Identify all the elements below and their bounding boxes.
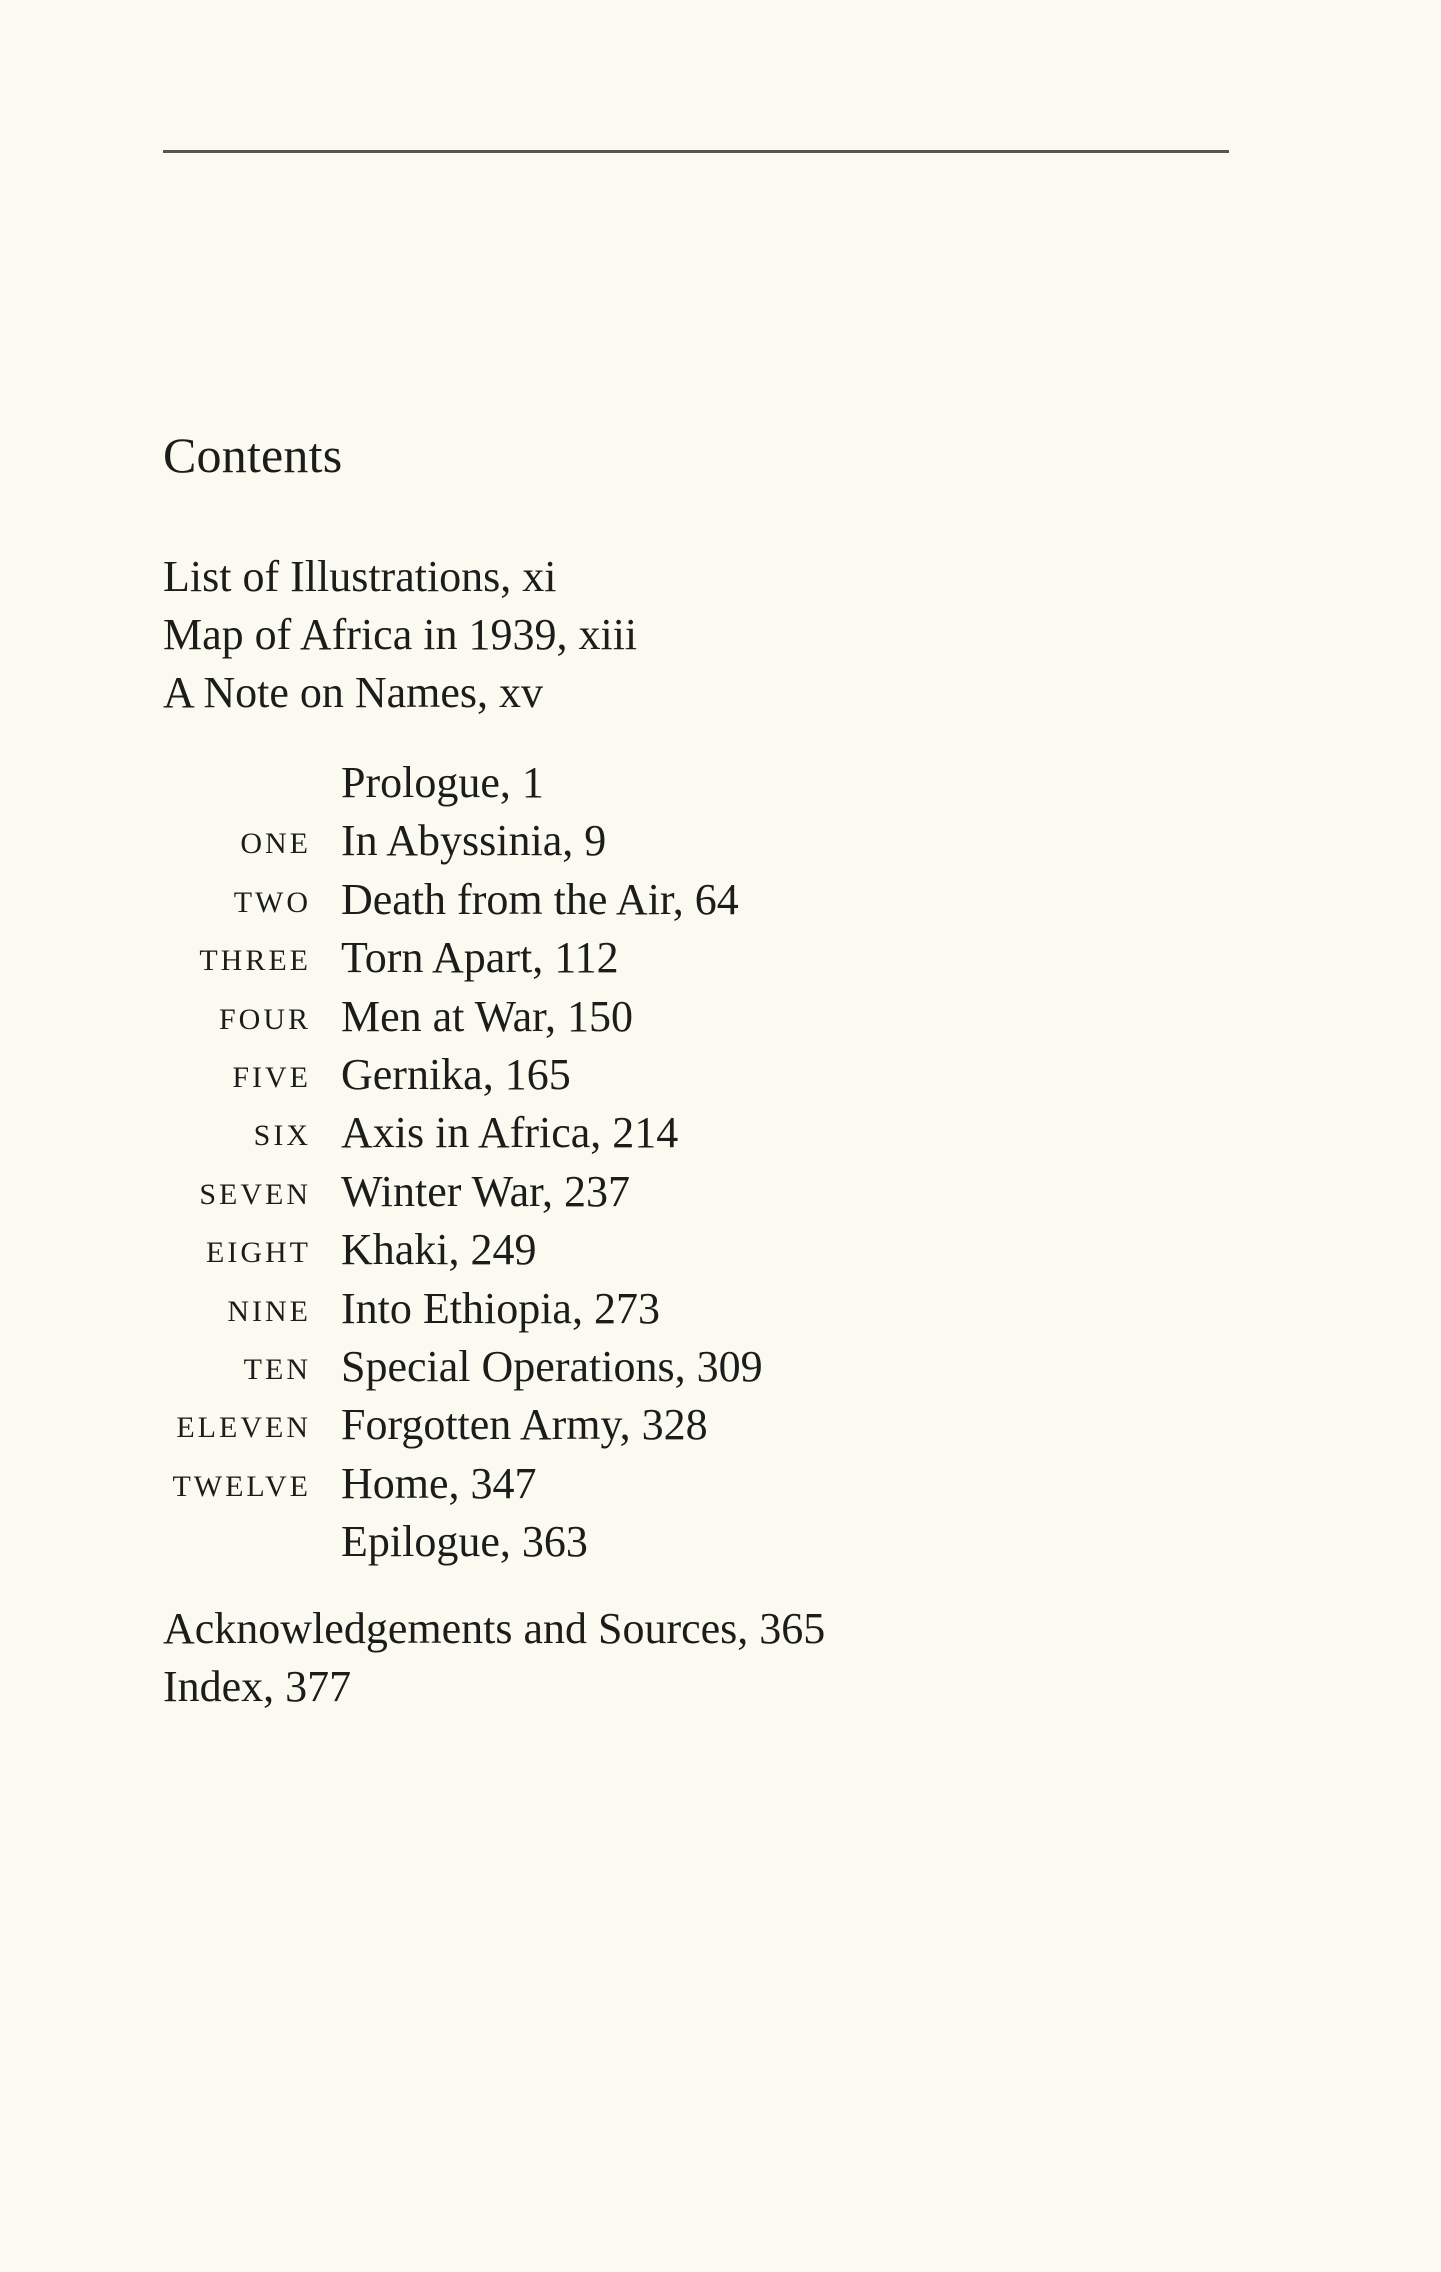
chapter-number: SIX: [253, 1119, 311, 1153]
chapter-title: Axis in Africa, 214: [341, 1108, 679, 1158]
chapter-title: Gernika, 165: [341, 1049, 571, 1099]
chapter-number: SEVEN: [199, 1177, 311, 1211]
chapter-number: EIGHT: [206, 1236, 311, 1270]
chapter-number: ONE: [240, 827, 311, 861]
back-matter-item: Acknowledgements and Sources, 365: [163, 1604, 826, 1653]
chapter-title: Special Operations, 309: [341, 1341, 763, 1391]
chapter-title: Torn Apart, 112: [341, 933, 619, 983]
chapter-number: ELEVEN: [176, 1411, 311, 1445]
top-rule: [163, 150, 1229, 153]
chapter-title: In Abyssinia, 9: [341, 816, 607, 866]
chapter-title: Forgotten Army, 328: [341, 1400, 708, 1450]
page-title: Contents: [163, 427, 343, 483]
chapter-number: TWO: [233, 885, 311, 919]
chapter-title: Winter War, 237: [341, 1166, 631, 1216]
chapter-number: FOUR: [218, 1002, 311, 1036]
front-matter-item: Map of Africa in 1939, xiii: [163, 610, 638, 659]
chapter-number: NINE: [227, 1294, 311, 1328]
chapter-title: Men at War, 150: [341, 991, 634, 1041]
back-matter-item: Index, 377: [163, 1662, 352, 1711]
front-matter-item: A Note on Names, xv: [163, 668, 544, 717]
chapter-title: Khaki, 249: [341, 1225, 537, 1275]
chapter-number: THREE: [199, 944, 311, 978]
chapter-title: Prologue, 1: [341, 758, 544, 807]
front-matter-list: [163, 548, 637, 722]
chapter-title: Home, 347: [341, 1458, 537, 1508]
chapter-number: FIVE: [232, 1060, 311, 1094]
chapter-title: Into Ethiopia, 273: [341, 1283, 660, 1333]
back-matter-list: [163, 1600, 825, 1716]
chapter-title: Epilogue, 363: [341, 1517, 588, 1567]
chapter-title: Death from the Air, 64: [341, 874, 739, 924]
front-matter-item: List of Illustrations, xi: [163, 552, 557, 601]
chapter-number: TWELVE: [172, 1469, 311, 1503]
chapter-number: TEN: [243, 1352, 311, 1386]
